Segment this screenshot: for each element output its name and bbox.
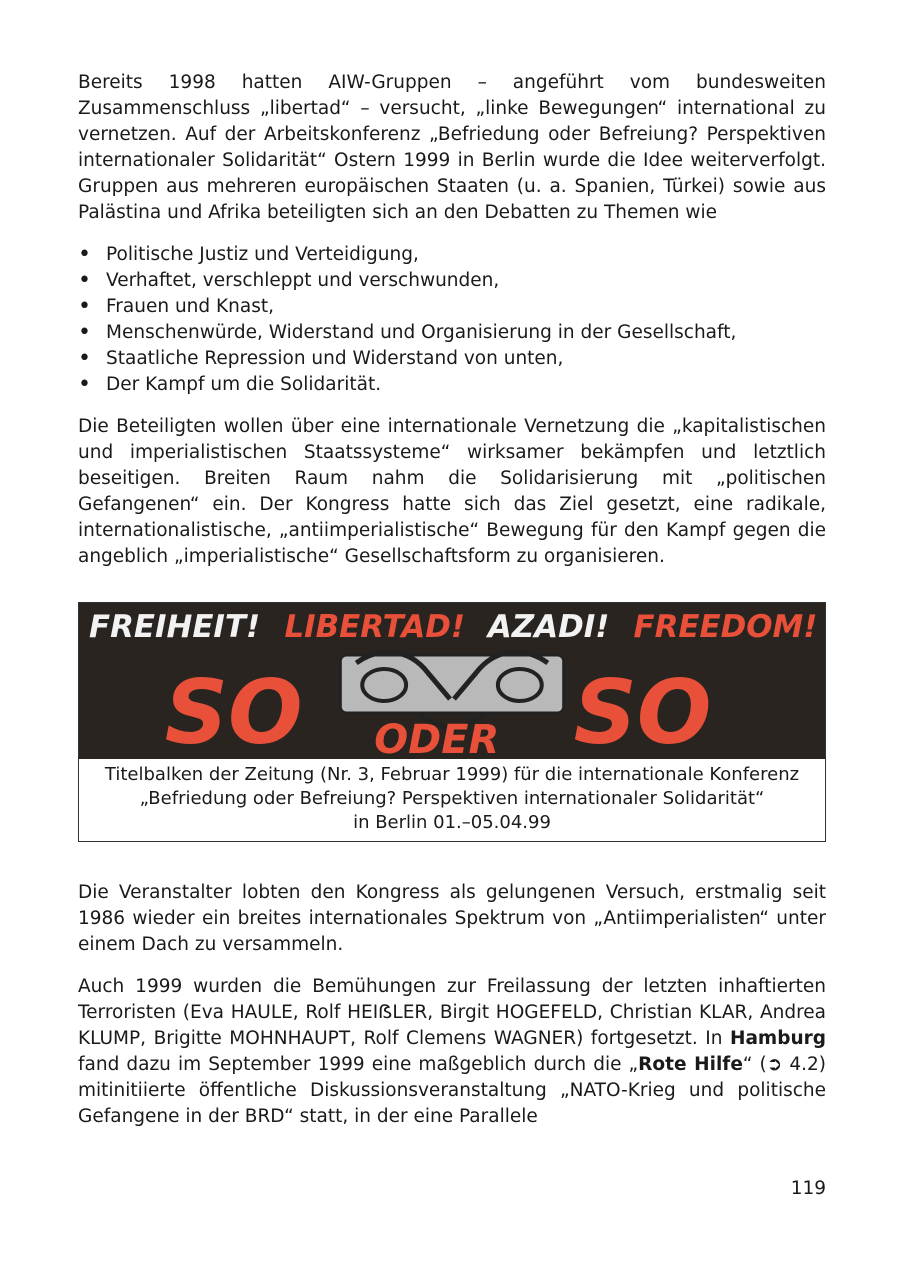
page-body — [78, 70, 826, 1146]
org-rote-hilfe: Rote Hilfe — [638, 1054, 743, 1075]
caption-line: in Berlin 01.–05.04.99 — [353, 812, 551, 833]
banner-word-azadi: AZADI! — [487, 608, 610, 646]
banner-word-freedom: FREEDOM! — [633, 608, 818, 646]
topic-item: • Der Kampf um die Solidarität. — [78, 372, 826, 398]
paragraph-text: Auch 1999 wurden die Bemühungen zur Freilassung der letzten inhaftierten Terroristen (Eva HAULE, Rolf HEIẞLER, Birgit HOGEFELD, Christian KLAR, Andrea KLUMP, Brigitte MOHNHAUPT, Rolf Clemens WAGNER) fortgesetzt. In — [78, 976, 826, 1049]
paragraph-text: fand dazu im September 1999 eine maßgeblich durch die „ — [78, 1054, 639, 1075]
paragraph-goals: Die Beteiligten wollen über eine internationale Vernetzung die „kapitalistischen und imperialistischen Staatssysteme“ wirksamer bekämpfen und letztlich beseitigen. Breiten Raum nahm die Solidarisierung mit „politischen Gefangenen“ ein. Der Kongress hatte sich das Ziel gesetzt, eine radikale, internationalistische, „antiimperialistische“ Bewegung für den Kampf gegen die angeblich „imperialistische“ Gesellschaftsform zu organisieren. — [78, 416, 826, 567]
topic-item: • Verhaftet, verschleppt und verschwunden, — [78, 268, 826, 294]
caption-line: Titelbalken der Zeitung (Nr. 3, Februar 1999) für die internationale Konferenz — [104, 764, 800, 785]
topic-list — [78, 242, 826, 398]
paragraph-organizers: Die Veranstalter lobten den Kongress als gelungenen Versuch, erstmalig seit 1986 wieder ein breites internationales Spektrum von „Antiimperialisten“ unter einem Dach zu versammeln. — [78, 882, 826, 955]
paragraph-intro: Bereits 1998 hatten AIW-Gruppen – angeführt vom bundesweiten Zusammenschluss „libertad“ – versucht, „linke Bewegungen“ international zu vernetzen. Auf der Arbeitskonferenz „Befriedung oder Befreiung? Perspektiven internationaler Solidarität“ Ostern 1999 in Berlin wurde die Idee weiterverfolgt. Gruppen aus mehreren europäischen Staaten (u. a. Spanien, Türkei) sowie aus Palästina und Afrika beteiligten sich an den Debatten zu Themen wie — [78, 72, 826, 223]
banner-so-right: SO — [573, 660, 712, 759]
banner-graphic — [79, 603, 825, 759]
figure-caption — [79, 759, 825, 841]
topic-item: • Frauen und Knast, — [78, 294, 826, 320]
topic-item: • Menschenwürde, Widerstand und Organisierung in der Gesellschaft, — [78, 320, 826, 346]
banner-oder: ODER — [374, 716, 500, 759]
newspaper-banner-figure — [78, 602, 826, 842]
banner-so-left: SO — [164, 660, 303, 759]
topic-item: • Staatliche Repression und Widerstand von unten, — [78, 346, 826, 372]
paragraph-prisoners — [78, 974, 826, 1130]
page-number: 119 — [790, 1178, 826, 1199]
newspaper-banner-image — [79, 603, 825, 759]
banner-word-libertad: LIBERTAD! — [284, 608, 466, 646]
place-hamburg: Hamburg — [729, 1028, 826, 1049]
banner-word-freiheit: FREIHEIT! — [88, 608, 261, 646]
caption-line: „Befriedung oder Befreiung? Perspektiven internationaler Solidarität“ — [139, 788, 765, 809]
topic-item: • Politische Justiz und Verteidigung, — [78, 242, 826, 268]
paragraph-text: “ (➲ 4.2) mitinitiierte öffentliche Diskussionsveranstaltung „NATO-Krieg und politische Gefangene in der BRD“ statt, in der eine Parallele — [78, 1054, 826, 1127]
